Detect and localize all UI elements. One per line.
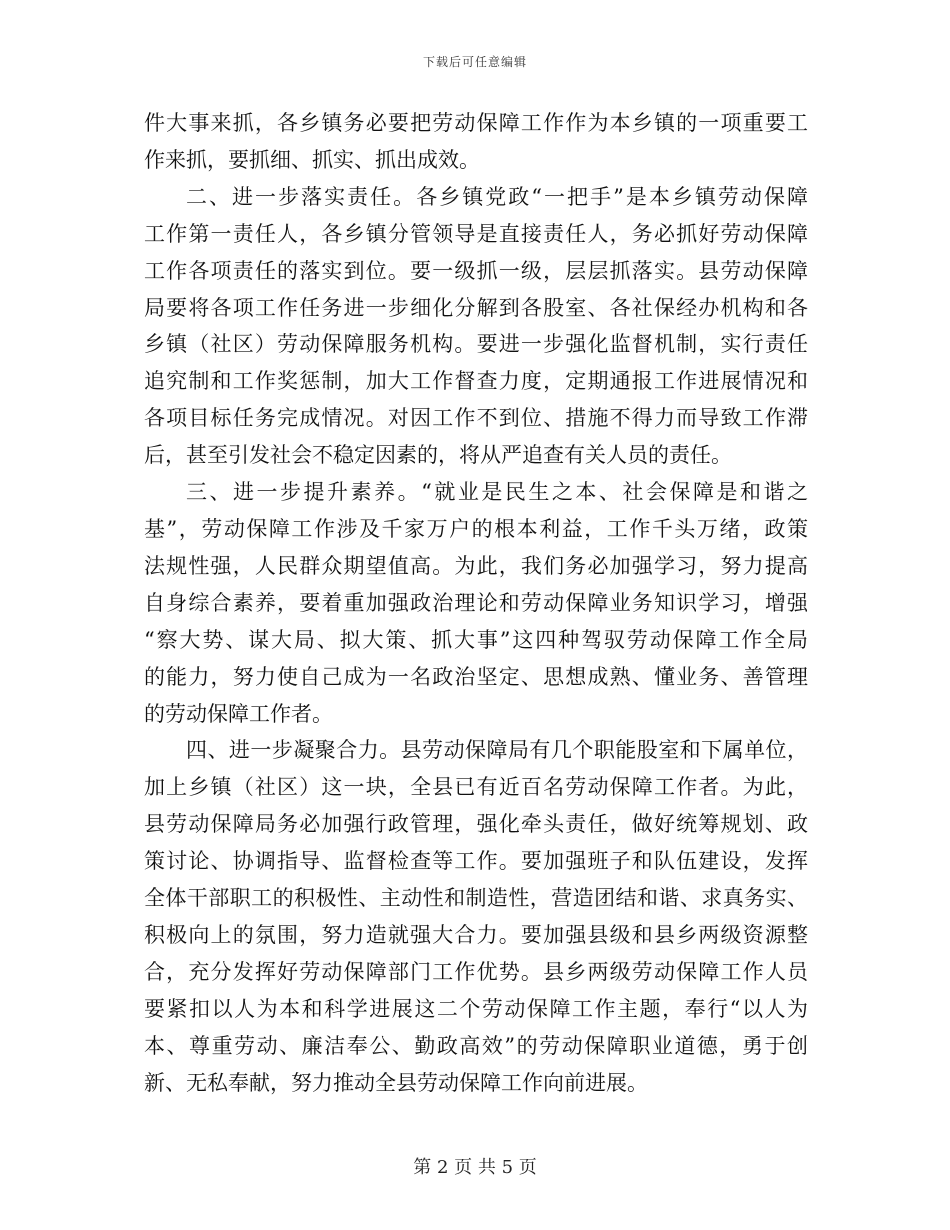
text-line: 要紧扣以人为本和科学进展这二个劳动保障工作主题，奉行“以人为 (144, 996, 808, 1021)
text-line: 法规性强，人民群众期望值高。为此，我们务必加强学习，努力提高 (144, 553, 808, 578)
text-line: 县劳动保障局务必加强行政管理，强化牵头责任，做好统筹规划、政 (144, 812, 808, 837)
text-line: 件大事来抓，各乡镇务必要把劳动保障工作作为本乡镇的一项重要工 (144, 111, 808, 135)
text-line: 本、尊重劳动、廉洁奉公、勤政高效”的劳动保障职业道德，勇于创 (144, 1033, 808, 1058)
text-line: 后，甚至引发社会不稳定因素的，将从严追查有关人员的责任。 (144, 443, 732, 468)
text-line: 工作各项责任的落实到位。要一级抓一级，层层抓落实。县劳动保障 (144, 258, 808, 283)
text-line: 合，充分发挥好劳动保障部门工作优势。县乡两级劳动保障工作人员 (144, 959, 808, 984)
text-line: 的劳动保障工作者。 (144, 701, 333, 726)
document-body (144, 105, 808, 1101)
text-line: 自身综合素养，要着重加强政治理论和劳动保障业务知识学习，增强 (144, 590, 808, 615)
page-number-footer: 第 2 页 共 5 页 (413, 1157, 537, 1178)
text-line: 积极向上的氛围，努力造就强大合力。要加强县级和县乡两级资源整 (144, 922, 808, 947)
text-line: 追究制和工作奖惩制，加大工作督查力度，定期通报工作进展情况和 (144, 369, 808, 394)
text-line: 三、进一步提升素养。“就业是民生之本、社会保障是和谐之 (186, 480, 808, 505)
text-line: 的能力，努力使自己成为一名政治坚定、思想成熟、懂业务、善管理 (144, 664, 808, 689)
page-header: 下载后可任意编辑 (422, 55, 527, 69)
text-line: 四、进一步凝聚合力。县劳动保障局有几个职能股室和下属单位， (186, 738, 808, 763)
text-line: 工作第一责任人，各乡镇分管领导是直接责任人，务必抓好劳动保障 (144, 221, 808, 246)
text-line: 作来抓，要抓细、抓实、抓出成效。 (144, 147, 480, 172)
text-line: 局要将各项工作任务进一步细化分解到各股室、各社保经办机构和各 (144, 295, 808, 320)
text-line: 二、进一步落实责任。各乡镇党政“一把手”是本乡镇劳动保障 (186, 184, 808, 209)
text-line: 乡镇（社区）劳动保障服务机构。要进一步强化监督机制，实行责任 (144, 332, 808, 357)
text-line: 新、无私奉献，努力推动全县劳动保障工作向前进展。 (144, 1070, 648, 1095)
text-line: 基”，劳动保障工作涉及千家万户的根本利益，工作千头万绪，政策 (144, 516, 808, 541)
text-line: 加上乡镇（社区）这一块，全县已有近百名劳动保障工作者。为此， (144, 775, 808, 800)
text-line: 全体干部职工的积极性、主动性和制造性，营造团结和谐、求真务实、 (144, 886, 808, 911)
text-line: 各项目标任务完成情况。对因工作不到位、措施不得力而导致工作滞 (144, 406, 808, 431)
text-line: 策讨论、协调指导、监督检查等工作。要加强班子和队伍建设，发挥 (144, 849, 808, 874)
text-line: “察大势、谋大局、拟大策、抓大事”这四种驾驭劳动保障工作全局 (144, 627, 808, 652)
